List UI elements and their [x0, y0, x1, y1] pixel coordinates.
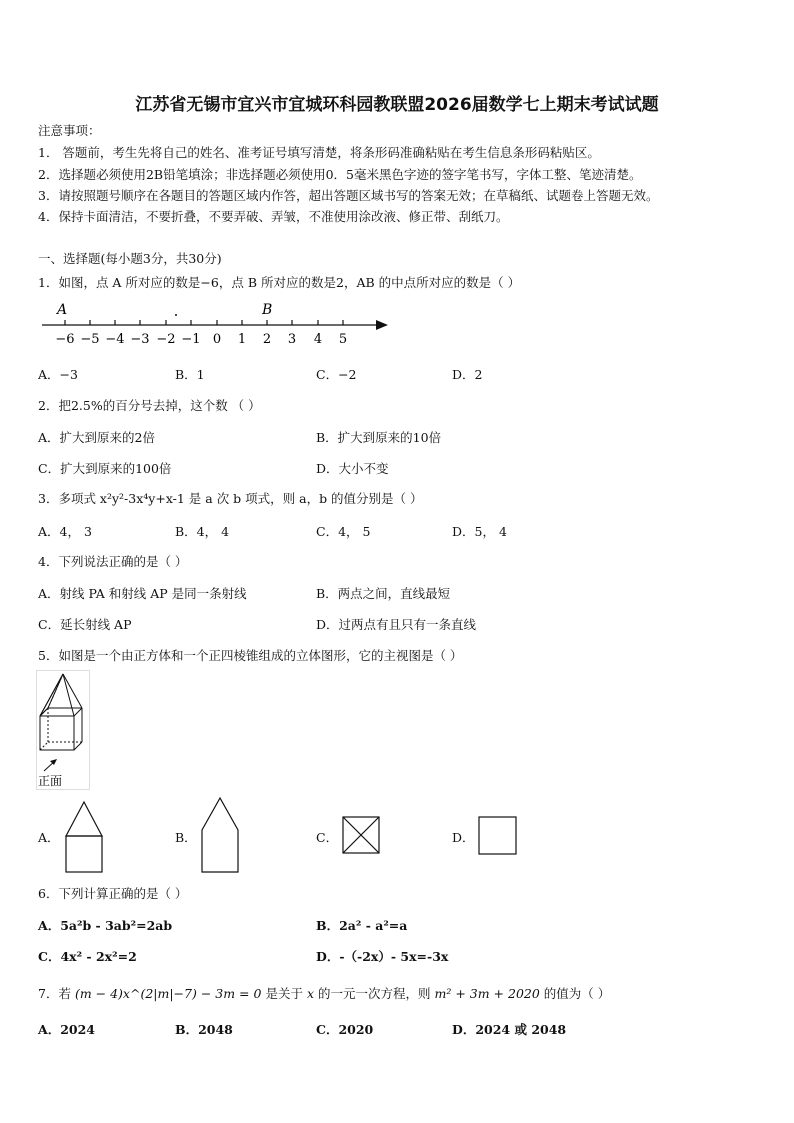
section-heading: 一、选择题(每小题3分，共30分)	[38, 251, 222, 266]
q5-option-d: D．	[452, 830, 475, 845]
q4-option-c: C．延长射线 AP	[38, 617, 132, 632]
q6-option-b: B．2a² - a²=a	[316, 918, 408, 933]
page-title: 江苏省无锡市宜兴市宜城环科园教联盟2026届数学七上期末考试试题	[135, 95, 659, 115]
question-2-stem: 2．把2.5%的百分号去掉，这个数 （ ）	[38, 398, 261, 413]
q7-stem-mid: 是关于	[265, 986, 303, 1001]
tick-label: −4	[105, 332, 125, 347]
q5-option-b: B．	[175, 830, 197, 845]
tick-label: 4	[313, 332, 323, 347]
q2-option-c: C．扩大到原来的100倍	[38, 461, 172, 476]
q2-option-d: D．大小不变	[316, 461, 389, 476]
q7-option-b: B．2048	[175, 1022, 233, 1037]
tick-label: 3	[287, 332, 297, 347]
tick-label: 0	[212, 332, 222, 347]
q7-expression: m² + 3m + 2020	[434, 986, 540, 1001]
tick-label: 1	[237, 332, 247, 347]
q3-option-a: A．4， 3	[38, 524, 92, 539]
tick-label: −3	[130, 332, 150, 347]
number-line	[36, 298, 396, 350]
question-6-stem: 6．下列计算正确的是（ ）	[38, 886, 188, 901]
option-d-figure	[478, 816, 518, 856]
notice-item: 1． 答题前，考生先将自己的姓名、准考证号填写清楚，将条形码准确粘贴在考生信息条形码粘贴区。	[38, 145, 600, 160]
q5-option-a: A．	[38, 830, 60, 845]
option-b-figure	[198, 796, 242, 874]
q3-option-d: D．5， 4	[452, 524, 507, 539]
q4-option-a: A．射线 PA 和射线 AP 是同一条射线	[38, 586, 247, 601]
q7-equation: (m − 4)x^(2|m|−7) − 3m = 0	[74, 986, 262, 1001]
q5-option-c: C．	[316, 830, 339, 845]
q2-option-b: B．扩大到原来的10倍	[316, 430, 442, 445]
q1-option-c: C．−2	[316, 367, 357, 382]
tick-label: −5	[80, 332, 100, 347]
notice-heading: 注意事项：	[38, 123, 101, 138]
point-a-label: A	[57, 302, 68, 318]
tick-label: −6	[55, 332, 75, 347]
tick-label: −1	[181, 332, 201, 347]
question-5-stem: 5．如图是一个由正方体和一个正四棱锥组成的立体图形，它的主视图是（ ）	[38, 648, 463, 663]
q1-option-b: B．1	[175, 367, 205, 382]
q7-stem-pre: 7．若	[38, 986, 71, 1001]
question-4-stem: 4．下列说法正确的是（ ）	[38, 554, 188, 569]
q7-option-d: D．2024 或 2048	[452, 1022, 567, 1037]
q7-option-a: A．2024	[38, 1022, 95, 1037]
q3-option-c: C．4， 5	[316, 524, 371, 539]
q6-option-c: C．4x² - 2x²=2	[38, 949, 137, 964]
q7-stem-end: 的值为（ ）	[543, 986, 611, 1001]
q6-option-a: A．5a²b - 3ab²=2ab	[38, 918, 173, 933]
q3-option-b: B．4， 4	[175, 524, 230, 539]
notice-item: 4．保持卡面清洁，不要折叠，不要弄破、弄皱，不准使用涂改液、修正带、刮纸刀。	[38, 209, 509, 224]
q4-option-b: B．两点之间，直线最短	[316, 586, 451, 601]
q7-stem-mid2: 的一元一次方程，则	[317, 986, 431, 1001]
point-b-label: B	[262, 302, 273, 318]
q1-option-a: A．−3	[38, 367, 78, 382]
q4-option-d: D．过两点有且只有一条直线	[316, 617, 477, 632]
solid-figure	[36, 670, 92, 792]
front-label: 正面	[38, 774, 63, 788]
tick-label: −2	[156, 332, 176, 347]
notice-item: 3．请按照题号顺序在各题目的答题区域内作答，超出答题区域书写的答案无效；在草稿纸、试题卷上答题无效。	[38, 188, 659, 203]
option-c-figure	[342, 816, 380, 854]
option-a-figure	[62, 800, 106, 874]
question-7-stem	[38, 984, 610, 1002]
notice-item: 2．选择题必须使用2B铅笔填涂；非选择题必须使用0．5毫米黑色字迹的签字笔书写，字体工整、笔迹清楚。	[38, 167, 642, 182]
question-3-stem: 3．多项式 x²y²-3x⁴y+x-1 是 a 次 b 项式，则 a，b 的值分别是（ ）	[38, 491, 423, 506]
tick-label: 5	[338, 332, 348, 347]
q7-variable: x	[306, 986, 314, 1001]
q7-option-c: C．2020	[316, 1022, 374, 1037]
q6-option-d: D．-（-2x）- 5x=-3x	[316, 949, 449, 964]
q1-option-d: D．2	[452, 367, 483, 382]
q2-option-a: A．扩大到原来的2倍	[38, 430, 155, 445]
tick-label: 2	[262, 332, 272, 347]
question-1-stem: 1．如图，点 A 所对应的数是−6，点 B 所对应的数是2，AB 的中点所对应的数是（ ）	[38, 275, 521, 290]
